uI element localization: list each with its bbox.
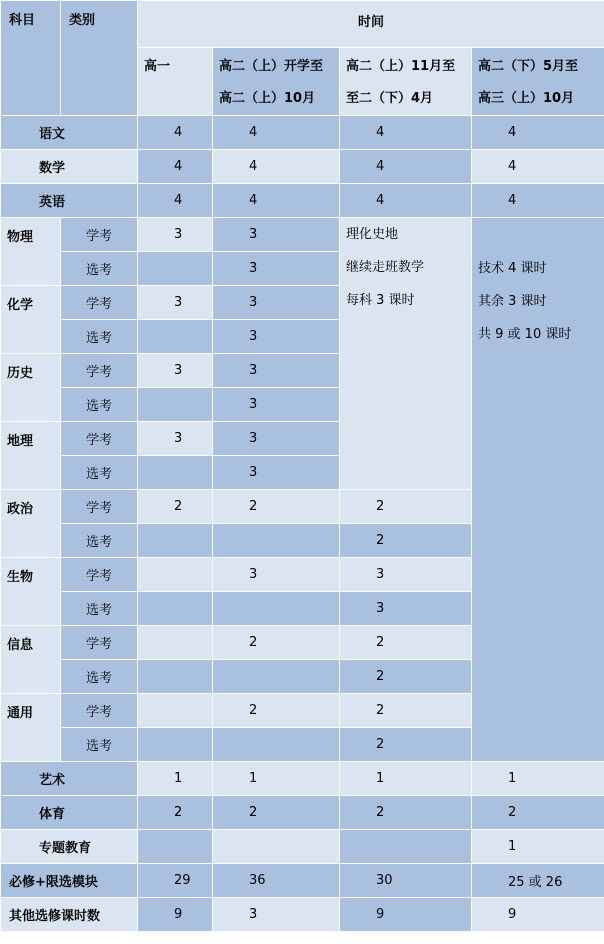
- note-line: 理化史地: [346, 227, 399, 242]
- header-col-g11-start: 高二（上）开学至 高二（上）10月: [213, 48, 340, 116]
- cell-empty: [340, 830, 472, 864]
- cell-value: 3: [213, 456, 340, 490]
- other-subject: 通用: [1, 694, 61, 762]
- cell-empty: [138, 388, 213, 422]
- cell-value: 29: [138, 864, 213, 898]
- cell-value: 3: [213, 354, 340, 388]
- cell-value: 3: [340, 592, 472, 626]
- type-label: 学考: [61, 286, 138, 320]
- cell-empty: [138, 830, 213, 864]
- cell-value: 3: [138, 218, 213, 252]
- header-col-g11-mid: 高二（上）11月至 至二（下）4月: [340, 48, 472, 116]
- type-label: 选考: [61, 388, 138, 422]
- cell-value: 2: [213, 626, 340, 660]
- cell-empty: [213, 728, 340, 762]
- header-col-g11-end: 高二（下）5月至 高三（上）10月: [472, 48, 604, 116]
- cell-value: 1: [472, 830, 604, 864]
- cell-value: 30: [340, 864, 472, 898]
- cell-empty: [138, 592, 213, 626]
- cell-value: 3: [138, 422, 213, 456]
- elective-subject: 化学: [1, 286, 61, 354]
- cell-value: [138, 694, 213, 728]
- cell-value: 4: [213, 150, 340, 184]
- cell-value: 2: [340, 660, 472, 694]
- note-final-block: [472, 218, 604, 762]
- type-label: 选考: [61, 592, 138, 626]
- cell-value: 3: [213, 218, 340, 252]
- cell-value: 4: [340, 150, 472, 184]
- note-line: 每科 3 课时: [346, 293, 415, 308]
- note-line: 继续走班教学: [346, 260, 425, 275]
- type-label: 学考: [61, 626, 138, 660]
- header-subject: 科目: [1, 1, 61, 116]
- cell-value: 2: [472, 796, 604, 830]
- type-label: 选考: [61, 320, 138, 354]
- cell-value: 4: [472, 150, 604, 184]
- note-line: 技术 4 课时: [478, 261, 547, 276]
- cell-value: 3: [213, 252, 340, 286]
- cell-value: 3: [213, 286, 340, 320]
- cell-value: 9: [472, 898, 604, 932]
- other-subject: 生物: [1, 558, 61, 626]
- type-label: 学考: [61, 694, 138, 728]
- cell-value: 2: [340, 524, 472, 558]
- note-line: 共 9 或 10 课时: [478, 327, 572, 342]
- cell-value: 4: [213, 116, 340, 150]
- cell-value: 25 或 26: [472, 864, 604, 898]
- cell-value: 2: [138, 796, 213, 830]
- cell-value: 4: [138, 184, 213, 218]
- cell-value: 2: [213, 490, 340, 524]
- cell-value: 1: [340, 762, 472, 796]
- header-time: 时间: [138, 1, 604, 48]
- type-label: 学考: [61, 218, 138, 252]
- cell-value: 3: [340, 558, 472, 592]
- cell-value: 2: [340, 626, 472, 660]
- cell-empty: [138, 660, 213, 694]
- type-label: 选考: [61, 660, 138, 694]
- cell-value: [138, 626, 213, 660]
- type-label: 学考: [61, 422, 138, 456]
- note-science-block: [340, 218, 472, 490]
- cell-value: 2: [138, 490, 213, 524]
- header-col-grade10: 高一: [138, 48, 213, 116]
- cell-value: 3: [213, 898, 340, 932]
- other-subject: 信息: [1, 626, 61, 694]
- cell-value: 9: [340, 898, 472, 932]
- cell-value: 9: [138, 898, 213, 932]
- cell-value: 4: [138, 150, 213, 184]
- note-line: 其余 3 课时: [478, 294, 547, 309]
- cell-value: 4: [213, 184, 340, 218]
- header-category: 类别: [61, 1, 138, 116]
- misc-subject: 体育: [1, 796, 138, 830]
- other-subject: 政治: [1, 490, 61, 558]
- cell-empty: [138, 456, 213, 490]
- cell-value: 2: [213, 694, 340, 728]
- elective-subject: 历史: [1, 354, 61, 422]
- cell-value: 2: [340, 796, 472, 830]
- cell-value: 2: [213, 796, 340, 830]
- cell-value: 3: [138, 354, 213, 388]
- cell-value: 2: [340, 728, 472, 762]
- core-subject: 语文: [1, 116, 138, 150]
- cell-empty: [138, 728, 213, 762]
- cell-value: 3: [213, 320, 340, 354]
- cell-empty: [213, 660, 340, 694]
- cell-empty: [213, 830, 340, 864]
- cell-value: 4: [340, 116, 472, 150]
- elective-subject: 地理: [1, 422, 61, 490]
- cell-value: 1: [138, 762, 213, 796]
- cell-value: 36: [213, 864, 340, 898]
- cell-value: 4: [138, 116, 213, 150]
- cell-value: 3: [138, 286, 213, 320]
- cell-value: 4: [340, 184, 472, 218]
- type-label: 选考: [61, 456, 138, 490]
- type-label: 选考: [61, 728, 138, 762]
- cell-empty: [213, 524, 340, 558]
- cell-empty: [213, 592, 340, 626]
- cell-value: 1: [213, 762, 340, 796]
- type-label: 学考: [61, 354, 138, 388]
- core-subject: 英语: [1, 184, 138, 218]
- type-label: 学考: [61, 490, 138, 524]
- cell-value: 2: [340, 490, 472, 524]
- cell-value: 3: [213, 388, 340, 422]
- type-label: 学考: [61, 558, 138, 592]
- cell-value: 1: [472, 762, 604, 796]
- cell-value: 2: [340, 694, 472, 728]
- total-label: 其他选修课时数: [1, 898, 138, 932]
- total-label: 必修+限选模块: [1, 864, 138, 898]
- cell-empty: [138, 524, 213, 558]
- cell-value: [138, 558, 213, 592]
- type-label: 选考: [61, 252, 138, 286]
- cell-value: 4: [472, 116, 604, 150]
- type-label: 选考: [61, 524, 138, 558]
- misc-subject: 艺术: [1, 762, 138, 796]
- cell-empty: [138, 320, 213, 354]
- core-subject: 数学: [1, 150, 138, 184]
- cell-value: 3: [213, 558, 340, 592]
- misc-subject: 专题教育: [1, 830, 138, 864]
- cell-empty: [138, 252, 213, 286]
- cell-value: 4: [472, 184, 604, 218]
- elective-subject: 物理: [1, 218, 61, 286]
- cell-value: 3: [213, 422, 340, 456]
